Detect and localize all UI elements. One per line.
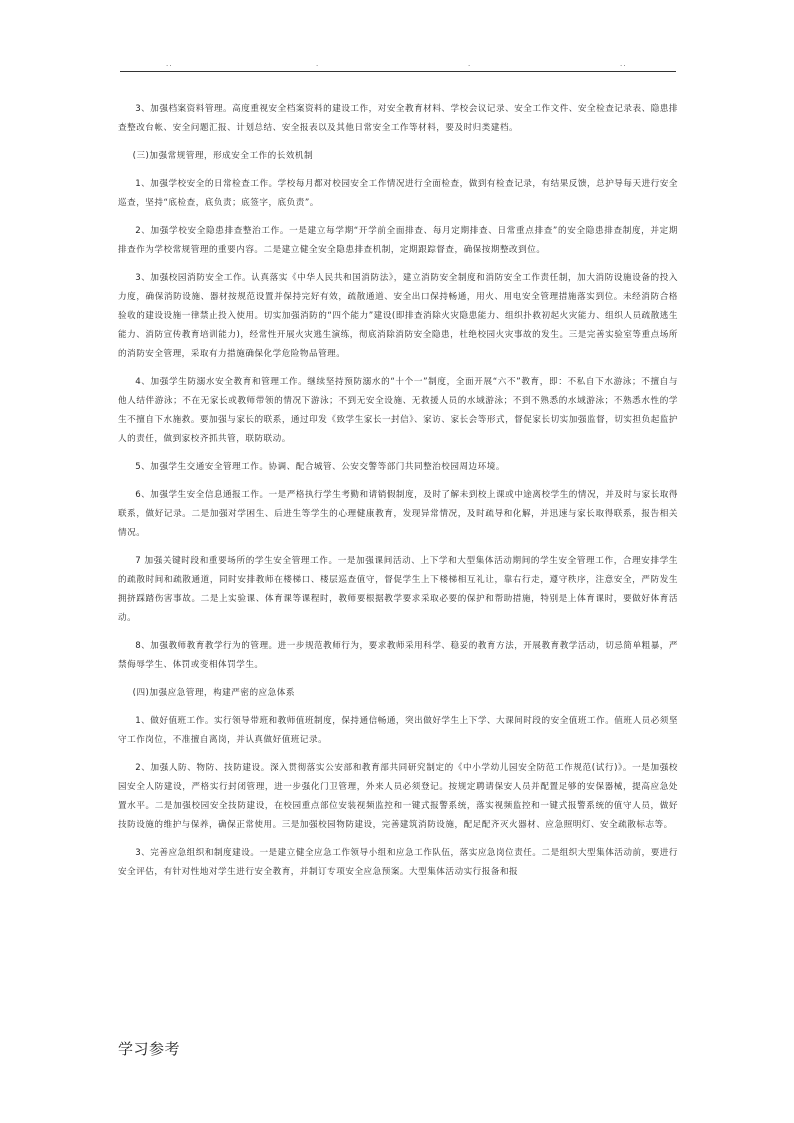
- paragraph: 7 加强关键时段和重要场所的学生安全管理工作。一是加强课间活动、上下学和大型集体活动期间的学生安全管理工作，合理安排学生的疏散时间和疏散通道，同时安排教师在楼梯口、楼层巡查值守，督促学生上下楼梯相互礼让，靠右行走，遵守秩序，注意安全，严防发生拥挤踩踏伤害事故。二是上实验课、体育课等课程时，教师要根据教学要求采取必要的保护和帮助措施，特别是上体育课时，要做好体育活动。: [118, 556, 678, 623]
- paragraph: 4、加强学生防溺水安全教育和管理工作。继续坚持预防溺水的“十个一”制度，全面开展“六不”教育，即：不私自下水游泳；不擅自与他人结伴游泳；不在无家长或教师带领的情况下游泳；不到无安全设施、无救援人员的水域游泳；不到不熟悉的水域游泳；不熟悉水性的学生不擅自下水施救。要加强与家长的联系，通过印发《致学生家长一封信》、家访、家长会等形式，督促家长切实加强监督，切实担负起监护人的责任，做到家校齐抓共管，联防联动。: [118, 377, 678, 444]
- header-dot-mark: .: [316, 60, 320, 68]
- paragraph: 2、加强人防、物防、技防建设。深入贯彻落实公安部和教育部共同研究制定的《中小学幼儿园安全防范工作规范(试行)》。一是加强校园安全人防建设，严格实行封闭管理，进一步强化门卫管理，外来人员必须登记。按规定聘请保安人员并配置足够的安保器械，提高应急处置水平。二是加强校园安全技防建设，在校园重点部位安装视频监控和一键式报警系统，落实视频监控和一键式报警系统的值守人员，做好技防设施的维护与保养，确保正常使用。三是加强校园物防建设，完善建筑消防设施，配足配齐灭火器材、应急照明灯、安全疏散标志等。: [118, 763, 678, 830]
- paragraph: 6、加强学生安全信息通报工作。一是严格执行学生考勤和请销假制度，及时了解未到校上课或中途离校学生的情况，并及时与家长取得联系，做好记录。二是加强对学困生、后进生等学生的心理健康教育，发现异常情况，及时疏导和化解，并迅速与家长取得联系，报告相关情况。: [118, 490, 678, 538]
- paragraph: 3、加强校园消防安全工作。认真落实《中华人民共和国消防法》，建立消防安全制度和消防安全工作责任制，加大消防设施设备的投入力度，确保消防设施、器材按规范设置并保持完好有效，疏散通道、安全出口保持畅通，用火、用电安全管理措施落实到位。未经消防合格验收的建设设施一律禁止投入使用。切实加强消防的“四个能力”建设(即排查消除火灾隐患能力、组织扑救初起火灾能力、组织人员疏散逃生能力、消防宣传教育培训能力)，经常性开展火灾逃生演练，彻底消除消防安全隐患，杜绝校园火灾事故的发生。三是完善实验室等重点场所的消防安全管理，采取有力措施确保化学危险物品管理。: [118, 273, 678, 359]
- header-dot-mark: ..: [166, 60, 173, 68]
- document-body: [118, 100, 678, 891]
- paragraph: 2、加强学校安全隐患排查整治工作。一是建立每学期“开学前全面排查、每月定期排查、日常重点排查”的安全隐患排查制度，并定期排查作为学校常规管理的重要内容。二是建立健全安全隐患排查机制，定期跟踪督查，确保按期整改到位。: [118, 226, 678, 255]
- paragraph: 3、加强档案资料管理。高度重视安全档案资料的建设工作，对安全教育材料、学校会议记录、安全工作文件、安全检查记录表、隐患排查整改台帐、安全问题汇报、计划总结、安全报表以及其他日常安全工作等材料，要及时归类建档。: [118, 104, 678, 133]
- paragraph: 5、加强学生交通安全管理工作。协调、配合城管、公安交警等部门共同整治校园周边环境。: [135, 462, 505, 472]
- header-rule: [120, 71, 676, 72]
- paragraph: 8、加强教师教育教学行为的管理。进一步规范教师行为，要求教师采用科学、稳妥的教育方法，开展教育教学活动，切忌简单粗暴，严禁侮辱学生、体罚或变相体罚学生。: [118, 641, 678, 670]
- section-heading: (四)加强应急管理，构建严密的应急体系: [132, 688, 295, 698]
- section-heading: (三)加强常规管理，形成安全工作的长效机制: [132, 151, 314, 161]
- paragraph: 1、做好值班工作。实行领导带班和教师值班制度，保持通信畅通，突出做好学生上下学、大课间时段的安全值班工作。值班人员必须坚守工作岗位，不准擅自离岗，并认真做好值班记录。: [118, 716, 678, 745]
- paragraph: 3、完善应急组织和制度建设。一是建立健全应急工作领导小组和应急工作队伍，落实应急岗位责任。二是组织大型集体活动前，要进行安全评估，有针对性地对学生进行安全教育，并制订专项安全应急预案。大型集体活动实行报备和报: [118, 848, 678, 877]
- header-dot-mark: ..: [620, 60, 627, 68]
- footer-label: 学习参考: [118, 1040, 181, 1058]
- paragraph: 1、加强学校安全的日常检查工作。学校每月都对校园安全工作情况进行全面检查，做到有检查记录，有结果反馈，总护导每天进行安全巡查，坚持“底检查，底负责；底签字，底负责”。: [118, 179, 678, 208]
- header-dot-mark: .: [468, 60, 472, 68]
